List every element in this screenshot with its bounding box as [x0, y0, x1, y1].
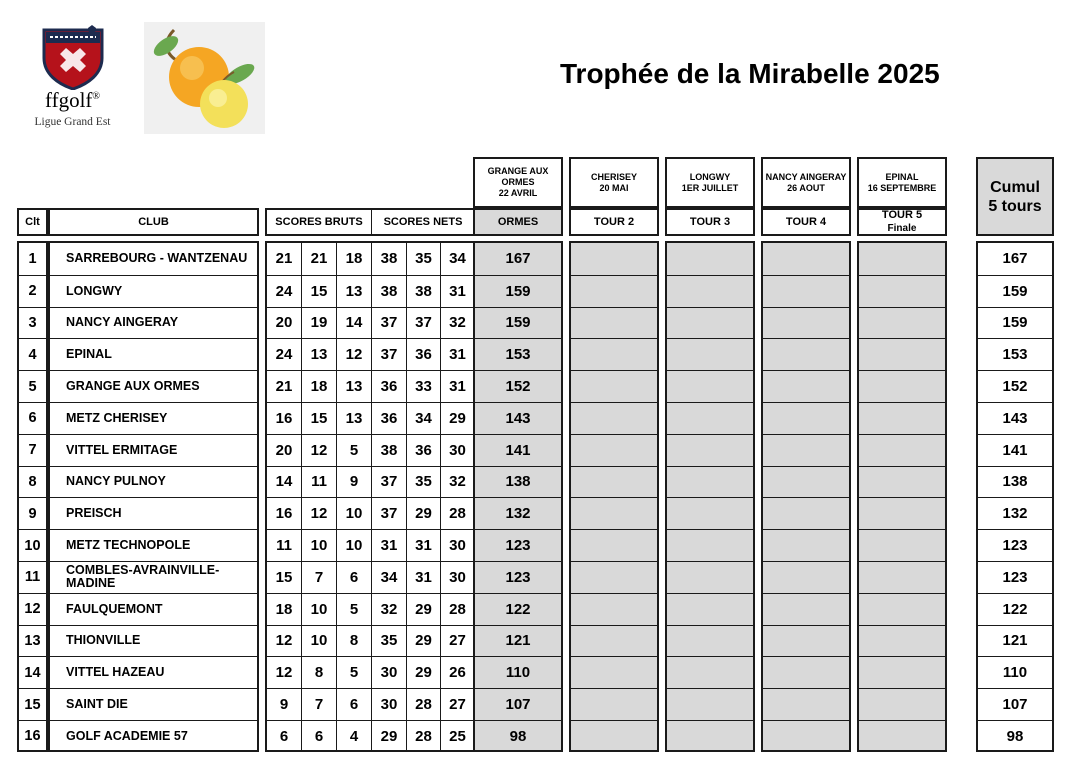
tour3-empty-cell — [667, 402, 753, 434]
score-brut-cell: 8 — [336, 625, 371, 657]
rank-column — [17, 241, 48, 752]
score-net-cell: 34 — [440, 243, 474, 275]
score-net-cell: 35 — [406, 466, 440, 498]
cumul-cell: 143 — [978, 402, 1052, 434]
tour2-empty-cell — [571, 243, 657, 275]
score-brut-cell: 10 — [301, 625, 336, 657]
score-brut-cell: 11 — [267, 529, 301, 561]
tour3-empty-cell — [667, 307, 753, 339]
score-net-cell: 31 — [371, 529, 406, 561]
tour3-empty-cell — [667, 593, 753, 625]
rank-cell: 2 — [19, 275, 46, 307]
score-net-cell: 35 — [371, 625, 406, 657]
score-net-cell: 36 — [371, 402, 406, 434]
tour5-empty-cell — [859, 625, 945, 657]
tour1-score-cell: 167 — [505, 250, 531, 268]
tour4-empty-cell — [763, 275, 849, 307]
score-net-cell: 37 — [371, 307, 406, 339]
club-name-cell: COMBLES-AVRAINVILLE-MADINE — [50, 561, 257, 593]
tour5-empty-cell — [859, 529, 945, 561]
tour5-empty-cell — [859, 402, 945, 434]
tour1-score-cell: 141 — [475, 434, 561, 466]
score-net-cell: 37 — [371, 497, 406, 529]
score-brut-cell: 12 — [267, 625, 301, 657]
score-brut-cell: 20 — [267, 307, 301, 339]
rank-cell: 7 — [19, 434, 46, 466]
tour1-venue-header: GRANGE AUX ORMES 22 AVRIL — [473, 157, 563, 208]
score-brut-cell: 12 — [336, 338, 371, 370]
rank-cell: 15 — [19, 688, 46, 720]
club-name-cell: SAINT DIE — [50, 688, 257, 720]
score-net-cell: 29 — [406, 497, 440, 529]
score-net-cell: 30 — [440, 561, 474, 593]
score-brut-cell: 10 — [301, 529, 336, 561]
tour1-score-cell: 152 — [475, 370, 561, 402]
score-net-cell: 30 — [440, 529, 474, 561]
score-brut-cell: 13 — [336, 370, 371, 402]
rank-cell: 1 — [28, 250, 37, 267]
rank-cell: 6 — [19, 402, 46, 434]
tour3-empty-cell — [667, 275, 753, 307]
score-net-cell: 29 — [406, 656, 440, 688]
score-net-cell: 25 — [440, 720, 474, 752]
tour3-empty-cell — [667, 720, 753, 752]
score-brut-cell: 18 — [301, 370, 336, 402]
tour3-empty-cell — [667, 497, 753, 529]
club-name-cell: VITTEL ERMITAGE — [50, 434, 257, 466]
tour2-empty-cell — [571, 370, 657, 402]
tour1-score-cell: 132 — [475, 497, 561, 529]
score-brut-cell: 5 — [336, 593, 371, 625]
rank-cell: 3 — [19, 307, 46, 339]
tour5-column — [857, 241, 947, 752]
tour2-empty-cell — [571, 656, 657, 688]
header-scores-nets: SCORES NETS — [371, 210, 474, 234]
score-brut-cell: 10 — [336, 529, 371, 561]
score-brut-cell: 19 — [301, 307, 336, 339]
tour2-venue-header: CHERISEY 20 MAI — [569, 157, 659, 208]
score-brut-cell: 16 — [267, 402, 301, 434]
tour2-empty-cell — [571, 625, 657, 657]
score-brut-cell: 4 — [336, 720, 371, 752]
tour1-score-cell: 159 — [475, 307, 561, 339]
ffgolf-subtitle: Ligue Grand Est — [34, 116, 111, 128]
score-net-cell: 29 — [371, 720, 406, 752]
tour1-score-cell: 107 — [475, 688, 561, 720]
tour3-empty-cell — [667, 243, 753, 275]
club-name-cell: NANCY PULNOY — [50, 466, 257, 498]
tour4-empty-cell — [763, 625, 849, 657]
score-brut-cell: 24 — [267, 338, 301, 370]
cumul-cell: 138 — [978, 466, 1052, 498]
tour3-empty-cell — [667, 688, 753, 720]
header-scores-bruts: SCORES BRUTS — [275, 215, 363, 228]
rank-cell: 4 — [19, 338, 46, 370]
cumul-cell: 152 — [978, 370, 1052, 402]
score-net-cell: 37 — [371, 466, 406, 498]
tour2-empty-cell — [571, 275, 657, 307]
tour1-score-cell: 123 — [475, 561, 561, 593]
score-net-cell: 29 — [406, 625, 440, 657]
tour5-empty-cell — [859, 688, 945, 720]
score-net-cell: 31 — [440, 370, 474, 402]
club-name-cell: SARREBOURG - WANTZENAU — [66, 251, 248, 266]
tour4-empty-cell — [763, 688, 849, 720]
score-brut-cell: 18 — [267, 593, 301, 625]
tour5-empty-cell — [859, 370, 945, 402]
rank-cell: 12 — [19, 593, 46, 625]
score-net-cell: 33 — [406, 370, 440, 402]
score-brut-cell: 5 — [336, 656, 371, 688]
mirabelle-fruit-icon — [144, 22, 265, 134]
score-brut-cell: 20 — [267, 434, 301, 466]
tour4-label-header: TOUR 4 — [761, 208, 851, 236]
cumul-cell: 153 — [978, 338, 1052, 370]
mirabelle-logo — [144, 22, 265, 134]
score-net-cell: 36 — [406, 338, 440, 370]
tour2-empty-cell — [571, 497, 657, 529]
tour5-empty-cell — [859, 338, 945, 370]
header-scores — [265, 208, 476, 236]
cumul-cell: 159 — [978, 275, 1052, 307]
score-brut-cell: 18 — [336, 243, 371, 275]
tour4-empty-cell — [763, 307, 849, 339]
score-net-cell: 30 — [371, 656, 406, 688]
header-rank: Clt — [17, 208, 48, 236]
score-net-cell: 38 — [406, 275, 440, 307]
shield-icon — [38, 24, 108, 90]
score-brut-cell: 15 — [301, 275, 336, 307]
score-brut-cell: 14 — [336, 307, 371, 339]
scores-block — [265, 241, 476, 752]
tour3-empty-cell — [667, 656, 753, 688]
rank-cell: 16 — [19, 720, 46, 752]
tour2-empty-cell — [571, 561, 657, 593]
cumul-column — [976, 241, 1054, 752]
score-net-cell: 34 — [371, 561, 406, 593]
tour1-score-cell: 110 — [475, 656, 561, 688]
score-brut-cell: 21 — [275, 250, 293, 268]
score-net-cell: 35 — [406, 243, 440, 275]
tour4-empty-cell — [763, 434, 849, 466]
tour4-empty-cell — [763, 466, 849, 498]
score-net-cell: 36 — [371, 370, 406, 402]
score-net-cell: 31 — [440, 338, 474, 370]
score-brut-cell: 6 — [267, 720, 301, 752]
score-net-cell: 26 — [440, 656, 474, 688]
score-net-cell: 28 — [406, 720, 440, 752]
cumul-cell: 167 — [1002, 250, 1028, 268]
score-brut-cell: 24 — [267, 275, 301, 307]
tour5-empty-cell — [859, 307, 945, 339]
tour2-empty-cell — [571, 307, 657, 339]
tour5-venue-header: EPINAL 16 SEPTEMBRE — [857, 157, 947, 208]
score-brut-cell: 14 — [267, 466, 301, 498]
score-net-cell: 27 — [440, 688, 474, 720]
score-brut-cell: 16 — [267, 497, 301, 529]
score-brut-cell: 12 — [267, 656, 301, 688]
tour1-score-cell: 143 — [475, 402, 561, 434]
tour3-empty-cell — [667, 434, 753, 466]
score-net-cell: 31 — [406, 529, 440, 561]
score-net-cell: 37 — [371, 338, 406, 370]
cumul-cell: 122 — [978, 593, 1052, 625]
rank-cell: 9 — [19, 497, 46, 529]
score-brut-cell: 13 — [336, 402, 371, 434]
club-name-cell: VITTEL HAZEAU — [50, 656, 257, 688]
ffgolf-brand: ffgolf® — [44, 88, 101, 112]
club-column — [48, 241, 259, 752]
club-name-cell: LONGWY — [50, 275, 257, 307]
rank-cell: 11 — [19, 561, 46, 593]
tour4-empty-cell — [763, 593, 849, 625]
tour1-score-cell: 153 — [475, 338, 561, 370]
score-brut-cell: 15 — [267, 561, 301, 593]
score-brut-cell: 15 — [301, 402, 336, 434]
tour4-empty-cell — [763, 370, 849, 402]
tour3-empty-cell — [667, 338, 753, 370]
score-brut-cell: 21 — [301, 243, 336, 275]
tour1-score-cell: 159 — [475, 275, 561, 307]
score-net-cell: 36 — [406, 434, 440, 466]
score-net-cell: 27 — [440, 625, 474, 657]
tour4-empty-cell — [763, 497, 849, 529]
score-net-cell: 28 — [406, 688, 440, 720]
tour3-venue-header: LONGWY 1ER JUILLET — [665, 157, 755, 208]
club-name-cell: EPINAL — [50, 338, 257, 370]
score-net-cell: 32 — [440, 307, 474, 339]
tour5-empty-cell — [859, 434, 945, 466]
rank-cell: 14 — [19, 656, 46, 688]
cumul-cell: 141 — [978, 434, 1052, 466]
score-net-cell: 32 — [371, 593, 406, 625]
score-brut-cell: 10 — [301, 593, 336, 625]
score-net-cell: 28 — [440, 593, 474, 625]
score-net-cell: 34 — [406, 402, 440, 434]
tour4-empty-cell — [763, 720, 849, 752]
score-net-cell: 38 — [371, 243, 406, 275]
page-title: Trophée de la Mirabelle 2025 — [560, 58, 940, 89]
tour2-empty-cell — [571, 529, 657, 561]
score-net-cell: 31 — [440, 275, 474, 307]
tour5-empty-cell — [859, 656, 945, 688]
score-brut-cell: 7 — [301, 688, 336, 720]
score-brut-cell: 10 — [336, 497, 371, 529]
tour4-empty-cell — [763, 402, 849, 434]
club-name-cell: METZ CHERISEY — [50, 402, 257, 434]
tour1-score-cell: 123 — [475, 529, 561, 561]
score-brut-cell: 9 — [267, 688, 301, 720]
tour2-column — [569, 241, 659, 752]
tour2-label-header: TOUR 2 — [569, 208, 659, 236]
club-name-cell: PREISCH — [50, 497, 257, 529]
tour5-empty-cell — [859, 593, 945, 625]
tour5-empty-cell — [859, 561, 945, 593]
tour3-label-header: TOUR 3 — [665, 208, 755, 236]
tour2-empty-cell — [571, 466, 657, 498]
tour3-empty-cell — [667, 370, 753, 402]
tour2-empty-cell — [571, 402, 657, 434]
score-net-cell: 31 — [406, 561, 440, 593]
tour2-empty-cell — [571, 434, 657, 466]
score-net-cell: 32 — [440, 466, 474, 498]
score-brut-cell: 12 — [301, 434, 336, 466]
score-net-cell: 28 — [440, 497, 474, 529]
cumul-header: Cumul 5 tours — [976, 157, 1054, 236]
score-net-cell: 37 — [406, 307, 440, 339]
tour1-score-cell: 98 — [475, 720, 561, 752]
club-name-cell: NANCY AINGERAY — [50, 307, 257, 339]
tour1-score-cell: 121 — [475, 625, 561, 657]
tour4-empty-cell — [763, 561, 849, 593]
tour5-empty-cell — [859, 243, 945, 275]
header-club: CLUB — [48, 208, 259, 236]
tour3-column — [665, 241, 755, 752]
tour4-empty-cell — [763, 338, 849, 370]
score-brut-cell: 9 — [336, 466, 371, 498]
score-brut-cell: 6 — [336, 561, 371, 593]
tour2-empty-cell — [571, 720, 657, 752]
cumul-cell: 132 — [978, 497, 1052, 529]
tour5-label-header: TOUR 5 Finale — [857, 208, 947, 236]
score-net-cell: 30 — [440, 434, 474, 466]
cumul-cell: 110 — [978, 656, 1052, 688]
club-name-cell: THIONVILLE — [50, 625, 257, 657]
cumul-cell: 123 — [978, 529, 1052, 561]
tour1-score-cell: 122 — [475, 593, 561, 625]
rank-cell: 13 — [19, 625, 46, 657]
club-name-cell: METZ TECHNOPOLE — [50, 529, 257, 561]
cumul-cell: 159 — [978, 307, 1052, 339]
score-net-cell: 29 — [440, 402, 474, 434]
cumul-cell: 121 — [978, 625, 1052, 657]
score-brut-cell: 6 — [336, 688, 371, 720]
tour2-empty-cell — [571, 688, 657, 720]
rank-cell: 5 — [19, 370, 46, 402]
score-brut-cell: 6 — [301, 720, 336, 752]
tour3-empty-cell — [667, 529, 753, 561]
cumul-cell: 107 — [978, 688, 1052, 720]
score-brut-cell: 21 — [267, 370, 301, 402]
tour4-empty-cell — [763, 529, 849, 561]
score-net-cell: 38 — [371, 434, 406, 466]
tour1-column — [473, 241, 563, 752]
tour4-venue-header: NANCY AINGERAY 26 AOUT — [761, 157, 851, 208]
club-name-cell: GOLF ACADEMIE 57 — [50, 720, 257, 752]
score-net-cell: 38 — [371, 275, 406, 307]
tour3-empty-cell — [667, 561, 753, 593]
score-net-cell: 29 — [406, 593, 440, 625]
score-net-cell: 30 — [371, 688, 406, 720]
tour5-empty-cell — [859, 720, 945, 752]
cumul-cell: 123 — [978, 561, 1052, 593]
ffgolf-logo — [20, 24, 125, 134]
tour1-score-cell: 138 — [475, 466, 561, 498]
score-brut-cell: 13 — [301, 338, 336, 370]
club-name-cell: GRANGE AUX ORMES — [50, 370, 257, 402]
tour1-label-header: ORMES — [473, 208, 563, 236]
rank-cell: 8 — [19, 466, 46, 498]
tour3-empty-cell — [667, 625, 753, 657]
tour3-empty-cell — [667, 466, 753, 498]
tour4-empty-cell — [763, 243, 849, 275]
rank-cell: 10 — [19, 529, 46, 561]
cumul-cell: 98 — [978, 720, 1052, 752]
tour4-column — [761, 241, 851, 752]
score-brut-cell: 12 — [301, 497, 336, 529]
tour2-empty-cell — [571, 593, 657, 625]
score-brut-cell: 11 — [301, 466, 336, 498]
club-name-cell: FAULQUEMONT — [50, 593, 257, 625]
tour4-empty-cell — [763, 656, 849, 688]
score-brut-cell: 7 — [301, 561, 336, 593]
score-brut-cell: 5 — [336, 434, 371, 466]
tour5-empty-cell — [859, 466, 945, 498]
tour5-empty-cell — [859, 497, 945, 529]
tour2-empty-cell — [571, 338, 657, 370]
tour5-empty-cell — [859, 275, 945, 307]
score-brut-cell: 8 — [301, 656, 336, 688]
score-brut-cell: 13 — [336, 275, 371, 307]
